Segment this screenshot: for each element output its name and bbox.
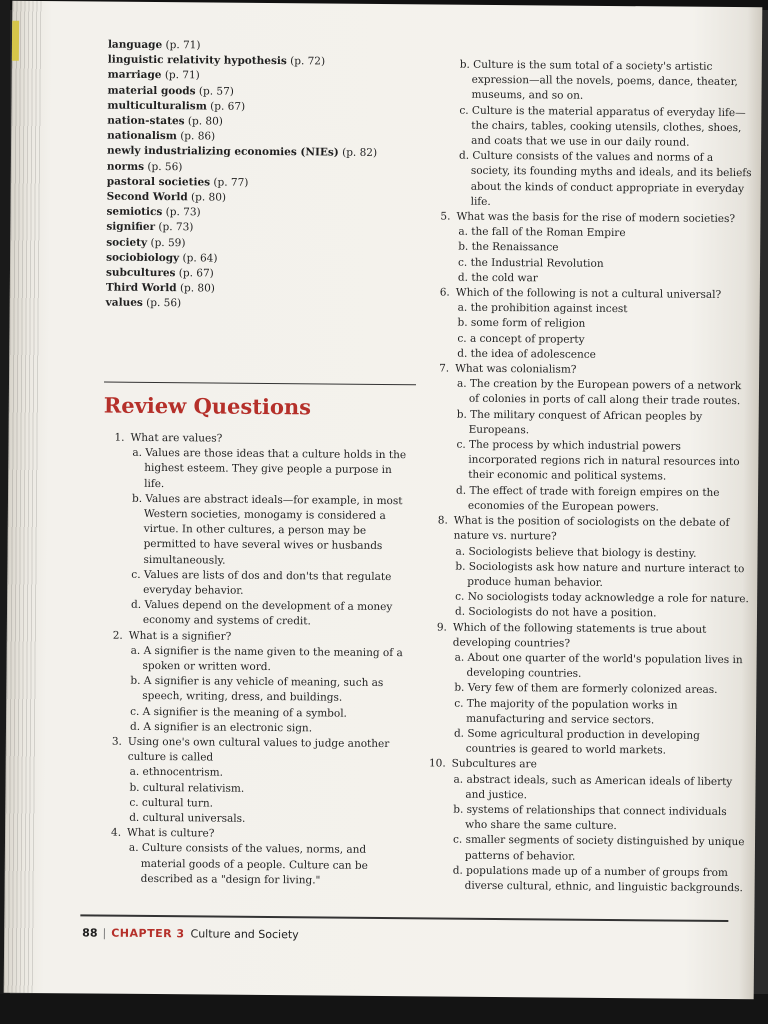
question-stem xyxy=(430,209,752,227)
question-item xyxy=(101,826,412,890)
question-text: What is the position of sociologists on the debate of nature vs. nurture? xyxy=(453,514,730,543)
answer-option: b. Culture is the sum total of a society's artistic expression—all the novels, poems, dance, theater, museums, and so on. xyxy=(459,58,738,103)
question-item xyxy=(429,285,752,364)
question-text: Using one's own cultural values to judge another culture is called xyxy=(127,735,390,764)
question-stem xyxy=(428,513,750,546)
key-term-page: (p. 73) xyxy=(158,221,194,234)
question-item xyxy=(427,513,750,622)
answer-option: a. the prohibition against incest xyxy=(457,301,628,316)
question-number: 8. xyxy=(437,514,448,527)
chapter-title: Culture and Society xyxy=(190,927,299,942)
answer-option: a. Culture consists of the values, norms, and material goods of a people. Culture can be described as a "design for living." xyxy=(128,842,368,887)
key-term: sociobiology xyxy=(106,251,180,265)
key-term-page: (p. 80) xyxy=(191,191,227,204)
question-item xyxy=(425,757,748,897)
key-term-page: (p. 56) xyxy=(146,297,182,310)
page-tab-marker xyxy=(12,21,19,61)
answer-option: d. populations made up of a number of groups from diverse cultural, ethnic, and linguistic backgrounds. xyxy=(452,864,743,895)
page-number: 88 xyxy=(82,926,98,940)
answer-option: a. the fall of the Roman Empire xyxy=(458,225,626,240)
key-term-page: (p. 59) xyxy=(150,236,186,249)
question-item xyxy=(101,735,412,829)
question-number: 5. xyxy=(440,210,451,223)
key-term: society xyxy=(106,236,148,249)
answer-option: a. ethnocentrism. xyxy=(129,766,224,780)
answer-option: b. some form of religion xyxy=(457,317,586,331)
answer-option: b. Very few of them are formerly colonized areas. xyxy=(454,681,718,697)
question-item xyxy=(426,620,749,760)
key-term: norms xyxy=(106,160,145,173)
right-question-column xyxy=(425,57,754,896)
answer-option: d. Values depend on the development of a money economy and systems of credit. xyxy=(131,599,393,628)
key-term: semiotics xyxy=(106,205,163,219)
key-term-page: (p. 80) xyxy=(187,115,223,128)
question-text: What is a signifier? xyxy=(128,629,232,643)
question-text: Which of the following statements is true about developing countries? xyxy=(452,621,707,650)
review-questions-heading: Review Questions xyxy=(103,392,312,420)
question-stem xyxy=(430,285,752,303)
answer-option: b. A signifier is any vehicle of meaning, such as speech, writing, dress, and buildings. xyxy=(130,675,384,705)
question-text: What was colonialism? xyxy=(455,362,577,376)
answer-option: c. a concept of property xyxy=(457,332,585,346)
answer-option: d. A signifier is an electronic sign. xyxy=(129,720,313,735)
question-number: 10. xyxy=(428,757,446,770)
question-number: 6. xyxy=(439,286,450,299)
key-term-page: (p. 67) xyxy=(178,267,214,280)
key-term: multiculturalism xyxy=(107,99,207,113)
key-term-page: (p. 80) xyxy=(179,282,215,295)
answer-option: c. No sociologists today acknowledge a role for nature. xyxy=(455,590,749,606)
question-number: 3. xyxy=(111,735,122,748)
scan-bottom-edge xyxy=(0,994,768,1024)
key-terms-list xyxy=(106,38,418,314)
answer-option: b. the Renaissance xyxy=(458,241,559,254)
key-term: values xyxy=(105,297,143,310)
answer-option: c. The process by which industrial powers incorporated regions rich in natural resources into their economic and political systems. xyxy=(456,438,740,483)
answer-option: d. Culture consists of the values and norms of a society, its founding myths and ideals, and its beliefs about the kinds of conduct appropriate in everyday life. xyxy=(458,149,752,208)
section-rule xyxy=(104,382,416,386)
question-text: What are values? xyxy=(130,431,223,445)
answer-option: a. abstract ideals, such as American ideals of liberty and justice. xyxy=(453,773,733,802)
answer-option: c. the Industrial Revolution xyxy=(458,256,604,270)
key-term: newly industrializing economies (NIEs) xyxy=(106,145,339,160)
answer-option: a. The creation by the European powers of a network of colonies in ports of call along their trade routes. xyxy=(456,377,742,408)
question-stem xyxy=(429,361,751,379)
question-text: What is culture? xyxy=(127,827,215,840)
question-stem xyxy=(102,735,412,768)
answer-option: a. About one quarter of the world's population lives in developing countries. xyxy=(454,651,743,680)
question-item xyxy=(430,209,753,288)
key-term: nation-states xyxy=(107,114,185,128)
question-item xyxy=(103,431,415,631)
answer-option: c. Values are lists of dos and don'ts that regulate everyday behavior. xyxy=(131,568,392,597)
key-term: material goods xyxy=(107,84,196,97)
footer-separator: | xyxy=(102,926,107,940)
key-term: marriage xyxy=(107,68,162,82)
answer-option: a. A signifier is the name given to the meaning of a spoken or written word. xyxy=(130,644,403,674)
question-stem xyxy=(104,431,414,449)
answer-option: b. The military conquest of African peoples by Europeans. xyxy=(456,408,703,437)
answer-option: b. Values are abstract ideals—for example, in most Western societies, monogamy is considered a virtue. In other cultures, a person may be permitted to have several wives or husbands simultaneously. xyxy=(131,492,403,567)
key-term-page: (p. 56) xyxy=(147,160,183,173)
answer-option: b. Sociologists ask how nature and nurture interact to produce human behavior. xyxy=(455,560,745,589)
key-term: Second World xyxy=(106,190,188,204)
key-term-page: (p. 77) xyxy=(213,176,249,189)
question-number: 1. xyxy=(114,431,125,444)
question-item xyxy=(428,361,751,516)
answer-option: c. The majority of the population works in manufacturing and service sectors. xyxy=(454,697,678,727)
question-text: Which of the following is not a cultural universal? xyxy=(455,286,722,301)
answer-option: d. the idea of adolescence xyxy=(457,347,596,361)
answer-option: d. cultural universals. xyxy=(129,811,246,825)
answer-option: c. A signifier is the meaning of a symbol. xyxy=(130,705,347,720)
key-term: Third World xyxy=(105,281,177,295)
question-number: 2. xyxy=(112,629,123,642)
key-term: nationalism xyxy=(107,129,177,143)
answer-option: d. the cold war xyxy=(457,271,538,285)
question-stem xyxy=(426,757,748,775)
answer-option: d. The effect of trade with foreign empires on the economies of the European powers. xyxy=(456,484,720,514)
answer-option: b. cultural relativism. xyxy=(129,781,245,795)
key-term-page: (p. 82) xyxy=(342,147,378,160)
key-term-page: (p. 67) xyxy=(210,100,246,113)
answer-option: c. smaller segments of society distinguished by unique patterns of behavior. xyxy=(452,833,745,863)
key-term-item xyxy=(106,296,416,314)
answer-option: b. systems of relationships that connect individuals who share the same culture. xyxy=(453,803,727,833)
chapter-label: CHAPTER 3 xyxy=(111,926,185,941)
question-number: 7. xyxy=(439,362,450,375)
left-question-column xyxy=(101,431,415,890)
footer-rule xyxy=(80,914,728,922)
key-term-page: (p. 57) xyxy=(198,84,234,98)
question-stem xyxy=(103,628,413,646)
key-term: pastoral societies xyxy=(106,175,211,189)
answer-option: d. Some agricultural production in developing countries is geared to world markets. xyxy=(453,727,700,757)
question-stem xyxy=(427,620,749,653)
key-term-page: (p. 71) xyxy=(165,39,201,52)
key-term: linguistic relativity hypothesis xyxy=(107,53,287,68)
key-term: signifier xyxy=(106,221,156,234)
key-term: subcultures xyxy=(105,266,176,280)
question-number: 9. xyxy=(436,620,447,634)
key-term-page: (p. 86) xyxy=(180,130,216,143)
key-term: language xyxy=(107,38,163,52)
key-term-page: (p. 71) xyxy=(164,69,200,82)
question-number: 4. xyxy=(111,826,122,840)
key-term-page: (p. 72) xyxy=(290,55,326,68)
page-footer xyxy=(82,926,299,942)
key-term-page: (p. 73) xyxy=(165,206,201,219)
question-stem xyxy=(101,826,411,844)
textbook-page xyxy=(4,1,763,1000)
answer-option: d. Sociologists do not have a position. xyxy=(454,605,657,620)
answer-option: a. Sociologists believe that biology is destiny. xyxy=(455,545,697,560)
question-item xyxy=(102,628,413,737)
key-term-page: (p. 64) xyxy=(182,252,218,265)
answer-option: c. Culture is the material apparatus of everyday life—the chairs, tables, cooking utensils, clothes, shoes, and coats that we use in our daily round. xyxy=(459,104,746,149)
question-text: Subcultures are xyxy=(451,757,537,771)
question-text: What was the basis for the rise of modern societies? xyxy=(456,210,736,226)
answer-option: a. Values are those ideas that a culture holds in the highest esteem. They give people a purpose in life. xyxy=(132,447,407,490)
answer-option: c. cultural turn. xyxy=(129,796,214,810)
